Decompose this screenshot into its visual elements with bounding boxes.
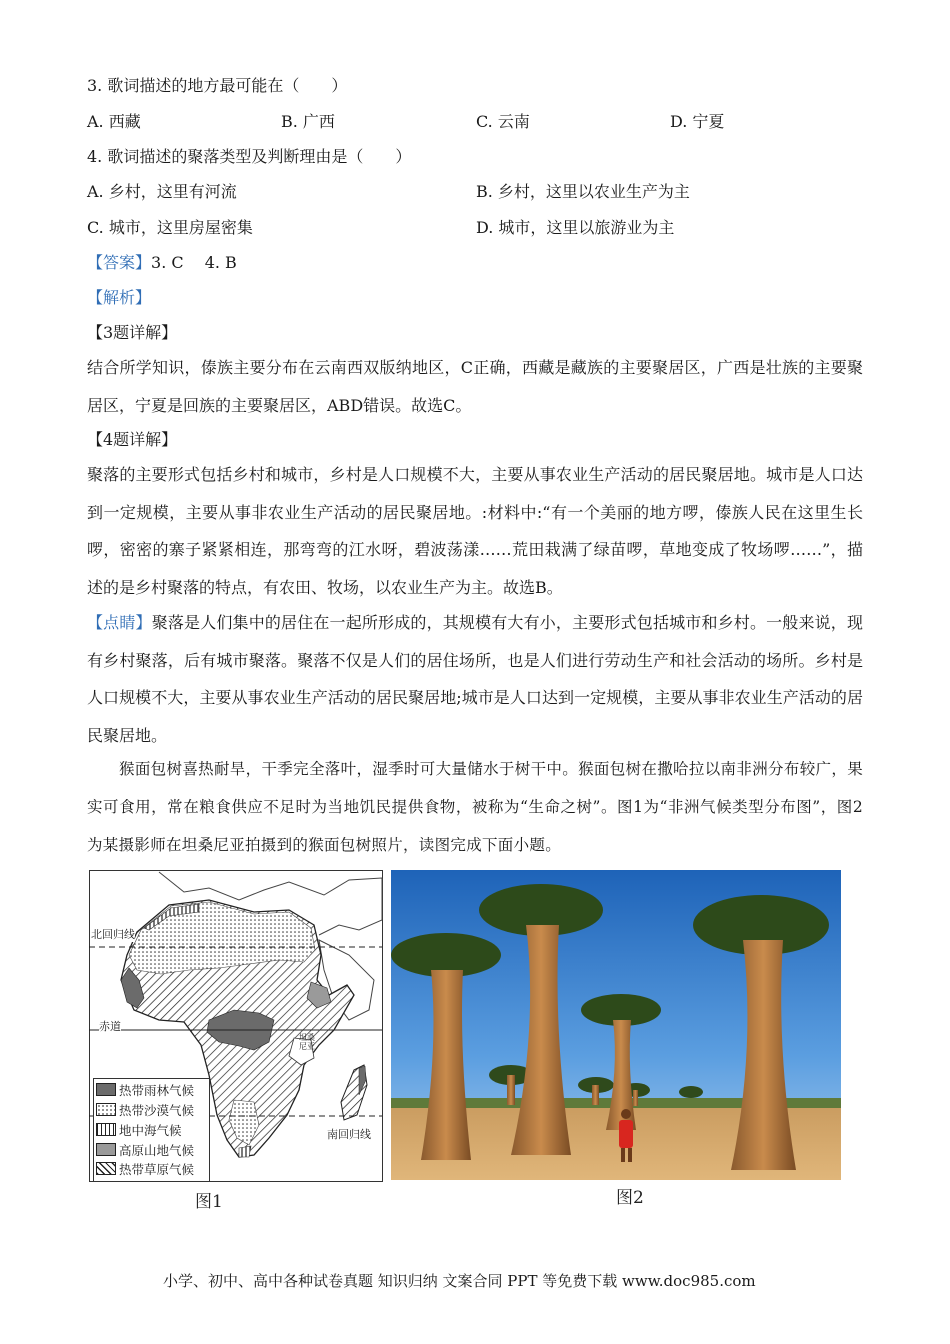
equator-label: 赤道: [99, 1020, 121, 1033]
q4-option-d: D. 城市，这里以旅游业为主: [476, 218, 675, 237]
dianjing-paragraph: [87, 604, 863, 754]
q3-option-a: A. 西藏: [87, 112, 141, 131]
figure2-caption: 图2: [616, 1188, 644, 1208]
tropic-north-label: 北回归线: [91, 928, 135, 941]
legend-highland: [96, 1143, 194, 1159]
legend-rainforest: [96, 1083, 194, 1099]
legend-swatch-rainforest: [96, 1083, 116, 1096]
legend-text-savanna: 热带草原气候: [119, 1162, 195, 1177]
q4-option-b: B. 乡村，这里以农业生产为主: [476, 182, 690, 201]
detail3-label: 【3题详解】: [87, 323, 178, 342]
legend-swatch-mediterranean: [96, 1123, 116, 1136]
baobab-photo-svg: [391, 870, 841, 1180]
q3-option-b: B. 广西: [281, 112, 335, 131]
legend-savanna: [96, 1162, 194, 1178]
detail4-label: 【4题详解】: [87, 430, 178, 449]
legend-swatch-desert: [96, 1103, 116, 1116]
answer-line: [87, 253, 237, 273]
legend-mediterranean: [96, 1123, 182, 1139]
legend-desert: [96, 1103, 194, 1119]
page-footer: 小学、初中、高中各种试卷真题 知识归纳 文案合同 PPT 等免费下载 www.doc985.com: [163, 1272, 756, 1290]
material-paragraph: 猴面包树喜热耐旱，干季完全落叶，湿季时可大量储水于树干中。猴面包树在撒哈拉以南非洲分布较广，果实可食用，常在粮食供应不足时为当地饥民提供食物，被称为“生命之树”。图1为“非洲气候类型分布图”，图2为某摄影师在坦桑尼亚拍摄到的猴面包树照片，读图完成下面小题。: [87, 760, 863, 854]
q3-option-c: C. 云南: [476, 112, 530, 131]
legend-text-mediterranean: 地中海气候: [119, 1123, 182, 1138]
legend-text-rainforest: 热带雨林气候: [119, 1083, 195, 1098]
tropic-south-label: 南回归线: [327, 1128, 371, 1141]
q4-stem: 4. 歌词描述的聚落类型及判断理由是（ ）: [87, 147, 412, 166]
dianjing-label: 【点睛】: [87, 613, 152, 632]
q3-stem: 3. 歌词描述的地方最可能在（ ）: [87, 76, 348, 95]
analysis-label: 【解析】: [87, 288, 152, 307]
answer-label: 【答案】: [87, 253, 152, 272]
q4-option-c: C. 城市，这里房屋密集: [87, 218, 253, 237]
tanzania-label: 坦桑尼亚: [299, 1033, 315, 1051]
figure1-caption: 图1: [195, 1192, 223, 1212]
legend-swatch-highland: [96, 1143, 116, 1156]
q4-option-a: A. 乡村，这里有河流: [87, 182, 237, 201]
legend-text-highland: 高原山地气候: [119, 1143, 195, 1158]
dianjing-text: 聚落是人们集中的居住在一起所形成的，其规模有大有小，主要形式包括城市和乡村。一般来说，现有乡村聚落，后有城市聚落。聚落不仅是人们的居住场所，也是人们进行劳动生产和社会活动的场所。乡村是人口规模不大，主要从事农业生产活动的居民聚居地;城市是人口达到一定规模，主要从事非农业生产活动的居民聚居地。: [87, 613, 863, 745]
detail3-text: 结合所学知识，傣族主要分布在云南西双版纳地区，C正确，西藏是藏族的主要聚居区，广西是壮族的主要聚居区，宁夏是回族的主要聚居区，ABD错误。故选C。: [87, 358, 863, 415]
legend-text-desert: 热带沙漠气候: [119, 1103, 195, 1118]
legend-swatch-savanna: [96, 1162, 116, 1175]
q3-option-d: D. 宁夏: [670, 112, 725, 131]
baobab-photo: [391, 870, 841, 1180]
detail4-text: 聚落的主要形式包括乡村和城市，乡村是人口规模不大，主要从事农业生产活动的居民聚居地。城市是人口达到一定规模，主要从事非农业生产活动的居民聚居地。:材料中:“有一个美丽的地方啰，傣族人民在这里生长啰，密密的寨子紧紧相连，那弯弯的江水呀，碧波荡漾……荒田栽满了绿苗啰，草地变成了牧场啰……”，描述的是乡村聚落的特点，有农田、牧场，以农业生产为主。故选B。: [87, 465, 863, 597]
answer-text: 3. C 4. B: [151, 253, 237, 272]
